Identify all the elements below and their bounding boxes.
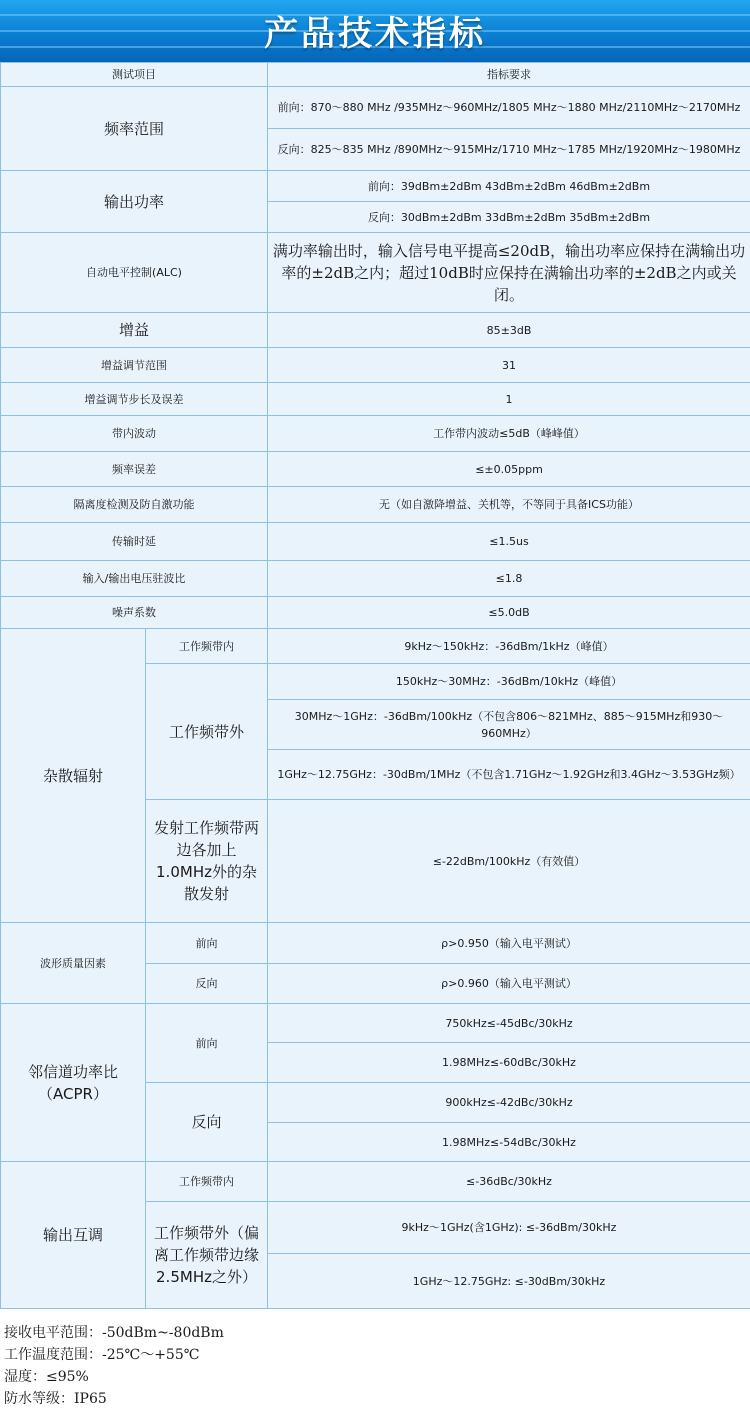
acpr-reverse-label: 反向 [146, 1083, 268, 1162]
spurious-out-band-value-2: 30MHz～1GHz：-36dBm/100kHz（不包含806～821MHz、885～915MHz和930～960MHz） [268, 700, 750, 750]
table-row [1, 171, 750, 202]
table-row [1, 923, 750, 964]
freq-range-reverse: 反向：825～835 MHz /890MHz～915MHz/1710 MHz～1785 MHz/1920MHz～1980MHz [268, 129, 750, 171]
table-row [1, 561, 750, 597]
gain-label: 增益 [1, 313, 268, 348]
ripple-label: 带内波动 [1, 416, 268, 452]
noise-label: 噪声系数 [1, 597, 268, 629]
waveform-forward-label: 前向 [146, 923, 268, 964]
intermod-in-band-value: ≤-36dBc/30kHz [268, 1162, 750, 1202]
delay-value: ≤1.5us [268, 523, 750, 561]
output-power-label: 输出功率 [1, 171, 268, 233]
table-row [1, 487, 750, 523]
intermod-in-band-label: 工作频带内 [146, 1162, 268, 1202]
spurious-label: 杂散辐射 [1, 629, 146, 923]
table-row [1, 452, 750, 487]
acpr-label: 邻信道功率比（ACPR） [1, 1004, 146, 1162]
waveform-forward-value: ρ>0.950（输入电平测试） [268, 923, 750, 964]
gain-value: 85±3dB [268, 313, 750, 348]
waveform-label: 波形质量因素 [1, 923, 146, 1004]
gain-step-value: 1 [268, 383, 750, 416]
isolation-value: 无（如自激降增益、关机等，不等同于具备ICS功能） [268, 487, 750, 523]
humidity-note: 湿度：≤95% [4, 1369, 89, 1385]
spurious-out-band-value-3: 1GHz～12.75GHz：-30dBm/1MHz（不包含1.71GHz～1.92GHz和3.4GHz～3.53GHz频） [268, 750, 750, 800]
table-header-row [1, 63, 750, 87]
isolation-label: 隔离度检测及防自激功能 [1, 487, 268, 523]
table-row [1, 523, 750, 561]
table-row [1, 233, 750, 313]
freq-error-label: 频率误差 [1, 452, 268, 487]
intermod-out-band-label: 工作频带外（偏离工作频带边缘2.5MHz之外） [146, 1202, 268, 1309]
ripple-value: 工作带内波动≤5dB（峰峰值） [268, 416, 750, 452]
table-row [1, 1004, 750, 1043]
spurious-edge-label: 发射工作频带两边各加上1.0MHz外的杂散发射 [146, 800, 268, 923]
freq-range-forward: 前向：870～880 MHz /935MHz～960MHz/1805 MHz～1880 MHz/2110MHz～2170MHz [268, 87, 750, 129]
vswr-value: ≤1.8 [268, 561, 750, 597]
table-row [1, 87, 750, 129]
acpr-forward-label: 前向 [146, 1004, 268, 1083]
intermod-out-band-value-2: 1GHz～12.75GHz: ≤-30dBm/30kHz [268, 1254, 750, 1309]
gain-range-value: 31 [268, 348, 750, 383]
spurious-out-band-label: 工作频带外 [146, 664, 268, 800]
acpr-forward-value-2: 1.98MHz≤-60dBc/30kHz [268, 1043, 750, 1083]
footer-notes [4, 1322, 224, 1410]
intermod-label: 输出互调 [1, 1162, 146, 1309]
table-row [1, 348, 750, 383]
header-requirement: 指标要求 [268, 63, 750, 87]
waveform-reverse-label: 反向 [146, 964, 268, 1004]
header-item: 测试项目 [1, 63, 268, 87]
intermod-out-band-value-1: 9kHz～1GHz(含1GHz): ≤-36dBm/30kHz [268, 1202, 750, 1254]
table-row [1, 416, 750, 452]
alc-value: 满功率输出时，输入信号电平提高≤20dB，输出功率应保持在满输出功率的±2dB之内；超过10dB时应保持在满输出功率的±2dB之内或关闭。 [268, 233, 750, 313]
title-banner [0, 0, 750, 62]
gain-step-label: 增益调节步长及误差 [1, 383, 268, 416]
acpr-forward-value-1: 750kHz≤-45dBc/30kHz [268, 1004, 750, 1043]
spurious-out-band-value-1: 150kHz～30MHz：-36dBm/10kHz（峰值） [268, 664, 750, 700]
table-row [1, 313, 750, 348]
alc-label: 自动电平控制(ALC) [1, 233, 268, 313]
gain-range-label: 增益调节范围 [1, 348, 268, 383]
output-power-forward: 前向：39dBm±2dBm 43dBm±2dBm 46dBm±2dBm [268, 171, 750, 202]
table-row [1, 1162, 750, 1202]
rx-level-note: 接收电平范围：-50dBm~-80dBm [4, 1325, 224, 1341]
vswr-label: 输入/输出电压驻波比 [1, 561, 268, 597]
page-title: 产品技术指标 [264, 14, 486, 54]
acpr-reverse-value-2: 1.98MHz≤-54dBc/30kHz [268, 1123, 750, 1162]
freq-range-label: 频率范围 [1, 87, 268, 171]
waveform-reverse-value: ρ>0.960（输入电平测试） [268, 964, 750, 1004]
table-row [1, 597, 750, 629]
spurious-in-band-value: 9kHz～150kHz：-36dBm/1kHz（峰值） [268, 629, 750, 664]
spurious-in-band-label: 工作频带内 [146, 629, 268, 664]
ip-rating-note: 防水等级：IP65 [4, 1391, 107, 1407]
acpr-reverse-value-1: 900kHz≤-42dBc/30kHz [268, 1083, 750, 1123]
delay-label: 传输时延 [1, 523, 268, 561]
table-row [1, 629, 750, 664]
table-row [1, 383, 750, 416]
output-power-reverse: 反向：30dBm±2dBm 33dBm±2dBm 35dBm±2dBm [268, 202, 750, 233]
spurious-edge-value: ≤-22dBm/100kHz（有效值） [268, 800, 750, 923]
freq-error-value: ≤±0.05ppm [268, 452, 750, 487]
spec-table [0, 62, 750, 1309]
noise-value: ≤5.0dB [268, 597, 750, 629]
temperature-note: 工作温度范围：-25℃～+55℃ [4, 1347, 200, 1363]
